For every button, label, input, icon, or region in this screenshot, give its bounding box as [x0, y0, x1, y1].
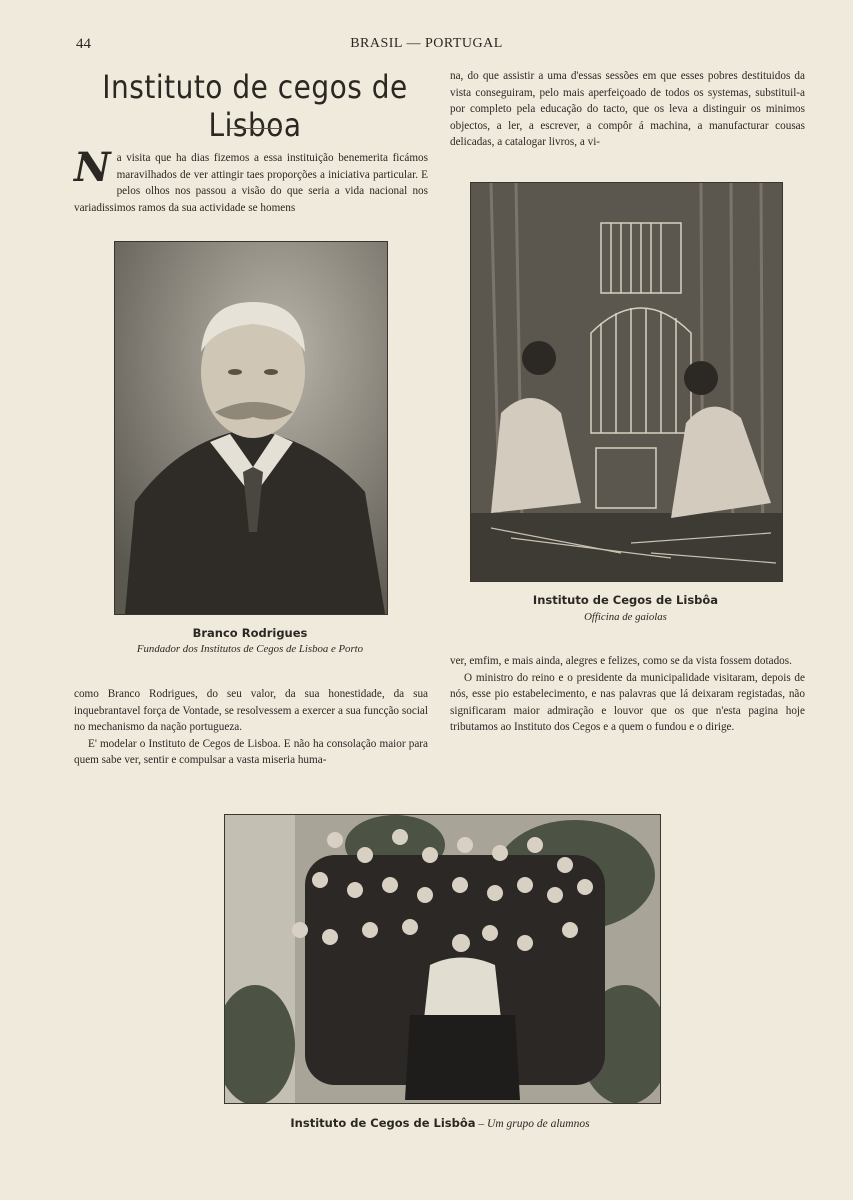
group-caption-subtitle: Um grupo de alumnos: [487, 1118, 590, 1130]
group-photo: [224, 814, 661, 1104]
portrait-caption-subtitle: Fundador dos Institutos de Cegos de Lisboa e Porto: [136, 643, 364, 655]
group-caption-title: Instituto de Cegos de Lisbôa: [290, 1116, 476, 1130]
article-title: Instituto de cegos de Lisboa: [102, 68, 408, 144]
title-divider: [229, 128, 281, 129]
col1-paragraph-1: como Branco Rodrigues, do seu valor, da sua honestidade, da sua inquebrantavel força de Vontade, se resolvessem a exercer a sua funcção social no mechanismo da nação portugueza.: [74, 688, 428, 734]
col2-top-text: na, do que assistir a uma d'essas sessões em que esses pobres destituidos da vista conseguiram, pelo mais aperfeiçoado de todos os systemas, substituil-a por completo pela educação do tacto, que os leva a distinguir os minimos objectos, a ler, a escrever, a compôr á machina, a manufacturar cousas delicadas, a catalogar livros, a vi-: [450, 70, 805, 149]
intro-text: a visita que ha dias fizemos a essa instituição benemerita ficámos maravilhados de ver attingir taes proporções a iniciativa particular. E pelos olhos nos passou a visão do que seria a vida nacional nos variadissimos ramos da sua actividade se homens: [74, 152, 428, 214]
col1-bottom-text: [74, 686, 428, 769]
portrait-caption-title: Branco Rodrigues: [192, 626, 308, 640]
col1-paragraph-2: E' modelar o Instituto de Cegos de Lisboa. E não ha consolação maior para quem sabe ver, sentir e compulsar a vasta miseria huma-: [74, 737, 428, 767]
group-caption-separator: –: [475, 1118, 488, 1130]
running-head: BRASIL — PORTUGAL: [350, 36, 503, 51]
workshop-caption-title: Instituto de Cegos de Lisbôa: [532, 593, 719, 607]
intro-paragraph: [74, 144, 428, 216]
page-number: 44: [76, 36, 91, 52]
workshop-photo: [470, 182, 783, 582]
col2-top-paragraph: [450, 68, 805, 151]
portrait-photo: [114, 241, 388, 615]
col2-paragraph-1: ver, emfim, e mais ainda, alegres e felizes, como se da vista fossem dotados.: [450, 655, 792, 667]
group-caption: [180, 1116, 700, 1130]
col2-bottom-text: [450, 653, 805, 736]
workshop-caption-subtitle: Officina de gaiolas: [584, 611, 667, 623]
drop-cap: N: [74, 144, 111, 191]
col2-paragraph-2: O ministro do reino e o presidente da municipalidade visitaram, depois de nós, esse pio estabelecimento, e nas palavras que lá deixaram registadas, não significaram maior admiração e louvor que os que n'esta pagina hoje tributamos ao Instituto dos Cegos e a quem o fundou e o dirige.: [450, 671, 805, 734]
